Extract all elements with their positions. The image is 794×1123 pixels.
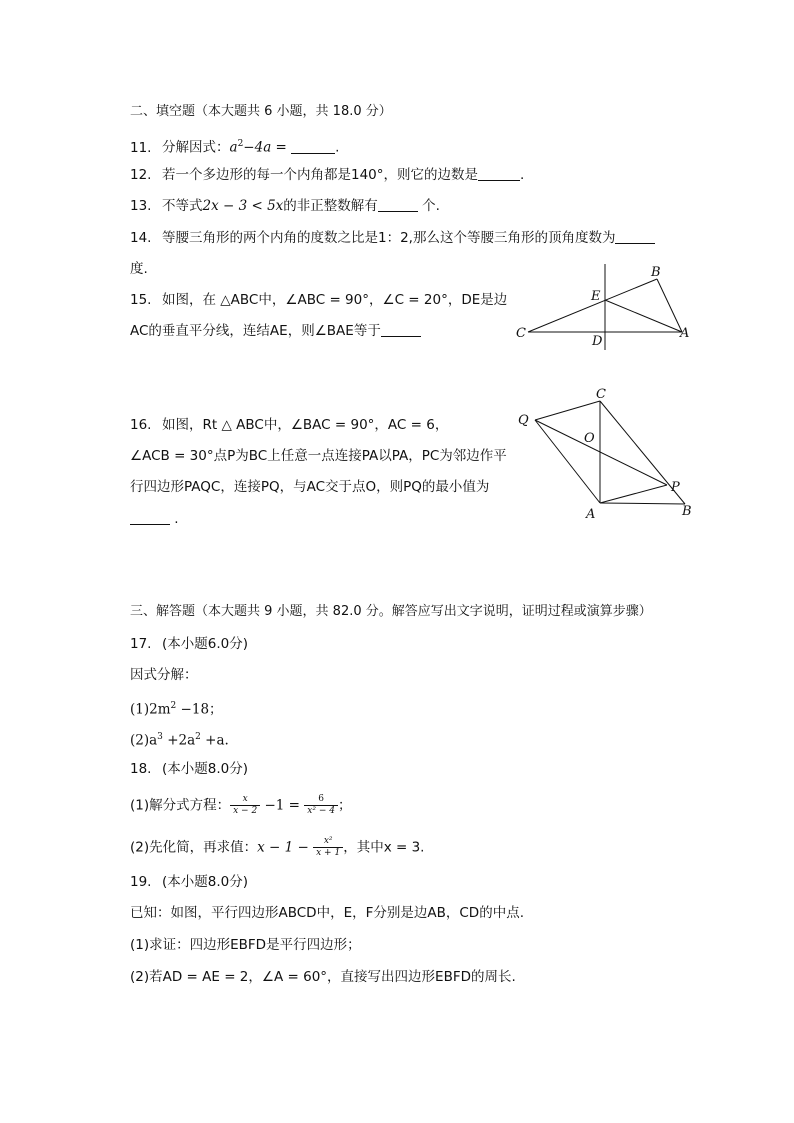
question-16-line3: 行四边形PAQC，连接PQ，与AC交于点O，则PQ的最小值为	[130, 479, 490, 495]
question-17-prompt: 因式分解：	[130, 667, 198, 683]
question-number: 12.	[130, 167, 152, 183]
figure-q16	[510, 384, 700, 520]
label-o: O	[584, 431, 595, 446]
question-17-part2: $(2)a^3 +2a^2 +a$.	[130, 732, 229, 749]
question-16-line1: 16. 如图，Rt △ ABC中，∠BAC = 90°，AC = 6，	[130, 417, 449, 433]
question-15-line1: 15. 如图，在 △ABC中，∠ABC = 90°，∠C = 20°，DE是边	[130, 292, 508, 308]
question-number: 14.	[130, 230, 152, 246]
question-17-header: 17. (本小题6.0分)	[130, 636, 249, 652]
label-a: A	[680, 326, 690, 341]
question-17-part1: $(1)2m^2 -18$；	[130, 701, 223, 718]
section2-heading: 二、填空题（本大题共 6 小题，共 18.0 分）	[130, 104, 392, 119]
label-e: E	[591, 289, 601, 304]
question-14-continued: 度.	[130, 261, 148, 277]
question-19-line2: (1)求证：四边形EBFD是平行四边形；	[130, 937, 361, 953]
question-number: 18.	[130, 761, 152, 777]
question-16-line4: .	[130, 510, 179, 528]
label-b: B	[651, 265, 661, 280]
question-12: 12. 若一个多边形的每一个内角都是140°，则它的边数是 .	[130, 167, 525, 183]
segment-qc	[535, 401, 600, 420]
label-d: D	[592, 334, 603, 349]
answer-blank[interactable]	[615, 231, 655, 244]
answer-blank[interactable]	[478, 168, 520, 181]
question-number: 19.	[130, 874, 152, 890]
question-15-line2: AC的垂直平分线，连结AE，则∠BAE等于	[130, 322, 421, 340]
section3-heading: 三、解答题（本大题共 9 小题，共 82.0 分。解答应写出文字说明，证明过程或演算步骤）	[130, 604, 652, 619]
figure-q15	[510, 262, 700, 352]
question-18-header: 18. (本小题8.0分)	[130, 761, 249, 777]
question-14: 14. 等腰三角形的两个内角的度数之比是1：2,那么这个等腰三角形的顶角度数为	[130, 229, 655, 247]
question-number: 15.	[130, 292, 152, 308]
answer-blank[interactable]	[381, 324, 421, 337]
label-p: P	[671, 480, 680, 495]
segment-cb	[528, 279, 657, 332]
answer-blank[interactable]	[130, 512, 170, 525]
question-number: 16.	[130, 417, 152, 433]
label-q: Q	[518, 413, 529, 428]
question-19-line3: (2)若AD = AE = 2，∠A = 60°，直接写出四边形EBFD的周长.	[130, 969, 516, 985]
answer-blank[interactable]	[378, 199, 418, 212]
question-11: 11. 分解因式：$a^2-4a$ = .	[130, 139, 340, 156]
fraction: $\frac{\text{x²}}{x + 1}$	[313, 836, 343, 859]
fraction: $\frac{x}{x - 2}$	[230, 794, 260, 817]
label-b: B	[682, 504, 692, 519]
label-c: C	[516, 326, 526, 341]
question-19-header: 19. (本小题8.0分)	[130, 874, 249, 890]
segment-ab	[600, 503, 685, 504]
segment-ea	[605, 300, 682, 332]
question-number: 13.	[130, 198, 152, 214]
label-c: C	[596, 387, 606, 402]
answer-blank[interactable]	[291, 141, 335, 154]
question-19-line1: 已知：如图，平行四边形ABCD中，E，F分别是边AB，CD的中点.	[130, 905, 524, 921]
question-18-part1: (1)解分式方程： $\frac{x}{x - 2}$ −1 = $\frac{6}{\text{x² − 4}}$ ；	[130, 794, 352, 816]
segment-ap	[600, 485, 667, 503]
fraction: $\frac{6}{\text{x² − 4}}$	[304, 794, 338, 817]
label-a: A	[586, 507, 596, 520]
question-16-line2: ∠ACB = 30°点P为BC上任意一点连接PA以PA，PC为邻边作平	[130, 448, 507, 464]
question-18-part2: (2)先化简，再求值：x − 1 − $\frac{\text{x²}}{x + 1}$ ，其中x = 3.	[130, 836, 425, 858]
question-13: 13. 不等式2x − 3 < 5x的非正整数解有 个.	[130, 198, 440, 214]
segment-ba	[657, 279, 682, 332]
segment-qp	[535, 420, 667, 485]
question-number: 11.	[130, 139, 152, 156]
question-number: 17.	[130, 636, 152, 652]
